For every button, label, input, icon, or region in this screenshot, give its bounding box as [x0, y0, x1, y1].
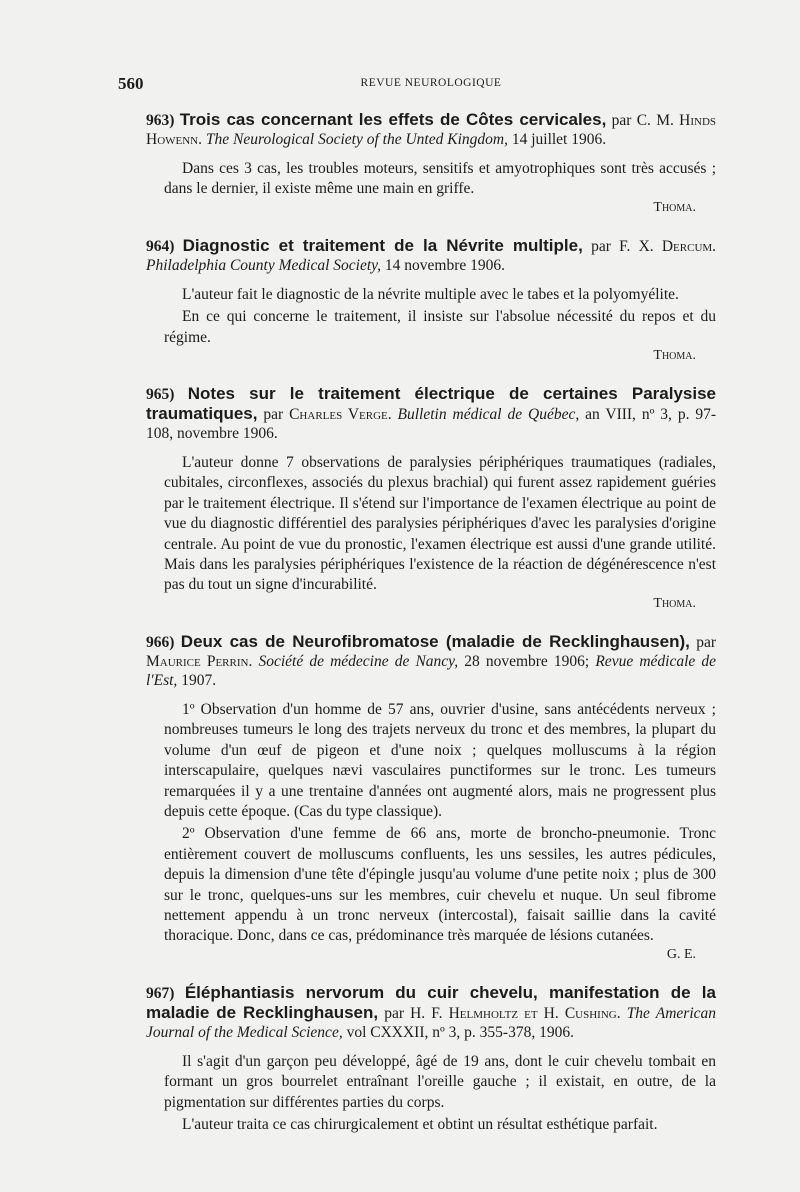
abstract-entry-967 [146, 983, 716, 1136]
entry-title: Trois cas concernant les effets de Côtes cervicales, [179, 110, 607, 129]
entry-title: Notes sur le traitement électrique de certaines Paralysise traumatiques, [146, 384, 717, 424]
entry-heading [146, 110, 716, 149]
entry-paragraph: En ce qui concerne le traitement, il insiste sur l'absolue nécessité du repos et du régime. [164, 308, 716, 346]
entry-signature: G. E. [666, 946, 696, 962]
entry-paragraph: Il s'agit d'un garçon peu développé, âgé de 19 ans, dont le cuir chevelu tombait en formant un gros bourrelet entraînant l'oreille gauche ; il existait, en outre, de la pigmentation sur différentes parties du corps. [164, 1052, 716, 1111]
abstract-entry-965 [146, 384, 716, 612]
entry-date: vol CXXXII, nº 3, p. 355-378, 1906. [346, 1023, 574, 1041]
entry-paragraph: L'auteur fait le diagnostic de la névrite multiple avec le tabes et la polyomyélite. [182, 285, 679, 303]
entry-signature: Thoma. [653, 595, 696, 611]
entry-heading [146, 983, 716, 1042]
entry-source: Bulletin médical de Québec, [397, 406, 580, 424]
entry-number: 964) [146, 237, 175, 255]
entry-author: Charles Verge. [289, 406, 392, 424]
entry-by: par [696, 633, 717, 651]
entry-title: Éléphantiasis nervorum du cuir chevelu, manifestation de la maladie de Recklinghausen, [146, 982, 716, 1022]
entry-number: 965) [146, 386, 175, 404]
entry-author: Maurice Perrin. [146, 652, 253, 670]
running-title: REVUE NEUROLOGIQUE [360, 77, 502, 89]
entry-source: Société de médecine de Nancy, [258, 652, 459, 670]
entry-heading [146, 632, 716, 690]
entry-paragraph: L'auteur traita ce cas chirurgicalement et obtint un résultat esthétique parfait. [182, 1115, 658, 1133]
entry-title: Deux cas de Neurofibromatose (maladie de Recklinghausen), [180, 631, 690, 651]
entry-paragraph: 1º Observation d'un homme de 57 ans, ouvrier d'usine, sans antécédents nerveux ; nombreuses tumeurs le long des trajets nerveux du tronc et des membres, la plupart du volume d'un œuf de pigeon et d'une noix ; quelques molluscums à la région interscapulaire, quelques nævi vasculaires punctiformes sur le tronc. Les tumeurs remarquées il y a une trentaine d'années ont augmenté alors, mais ne progressent plus depuis cette époque. (Cas du type classique). [164, 700, 716, 820]
entry-by: par [384, 1004, 405, 1022]
entry-number: 963) [146, 112, 175, 129]
entry-paragraph: Dans ces 3 cas, les troubles moteurs, sensitifs et amyotrophiques sont très accusés ; dans le dernier, il existe même une main en griffe. [164, 160, 716, 198]
entry-date: an VIII, nº 3, p. 97-108, novembre 1906. [146, 406, 717, 443]
entry-author: C. M. Hinds Howenn. [146, 112, 717, 148]
entry-date: 14 juillet 1906. [511, 131, 607, 148]
abstract-entry-964 [146, 236, 716, 364]
entry-by: par [263, 406, 284, 424]
entry-heading [146, 384, 716, 443]
page-header [118, 74, 716, 96]
entry-source-secondary: Revue médicale de l'Est, [146, 652, 717, 689]
entry-date: 28 novembre 1906; [464, 652, 590, 670]
entry-source: Philadelphia County Medical Society, [146, 256, 382, 274]
entry-author: F. X. Dercum. [619, 237, 717, 255]
abstract-entry-966 [146, 632, 716, 963]
entry-title: Diagnostic et traitement de la Névrite multiple, [182, 235, 583, 255]
page-number: 560 [118, 74, 144, 93]
abstract-entry-963 [146, 110, 716, 216]
entry-source: The Neurological Society of the Unted Kingdom, [205, 131, 508, 148]
entry-heading [146, 236, 716, 275]
entry-paragraph: L'auteur donne 7 observations de paralysies périphériques traumatiques (radiales, cubitales, circonflexes, associés du plexus brachial) qui furent assez rapidement guéries par le traitement électrique. Il s'étend sur l'importance de l'examen électrique au point de vue du diagnostic différentiel des paralysies périphériques d'avec les paralysies d'origine centrale. Au point de vue du pronostic, l'examen électrique est aussi d'une grande utilité. Mais dans les paralysies périphériques l'existence de la réaction de dégénérescence n'est pas du tout un signe d'incurabilité. [164, 454, 716, 594]
entry-number: 966) [146, 633, 175, 651]
entry-date: 14 novembre 1906. [384, 256, 506, 274]
entry-by: par [611, 112, 632, 129]
entry-by: par [591, 237, 611, 255]
entry-signature: Thoma. [653, 199, 696, 215]
entry-author: H. F. Helmholtz et H. Cushing. [410, 1004, 621, 1022]
entry-number: 967) [146, 984, 175, 1002]
entry-paragraph: 2º Observation d'une femme de 66 ans, morte de broncho-pneumonie. Tronc entièrement couvert de molluscums confluents, les uns sessiles, les autres pédicules, depuis la dimension d'une tête d'épingle jusqu'au volume d'une petite noix ; plus de 300 sur le tronc, quelques-uns sur les membres, cuir chevelu et nuque. Un seul fibrome nettement appendu à un tronc nerveux (intercostal), faisait saillie dans la cavité thoracique. Donc, dans ce cas, prédominance très marquée de lésions cutanées. [164, 825, 716, 945]
entry-date-secondary: 1907. [181, 671, 217, 689]
entry-source: The American Journal of the Medical Science, [146, 1004, 717, 1041]
entry-signature: Thoma. [653, 348, 696, 364]
